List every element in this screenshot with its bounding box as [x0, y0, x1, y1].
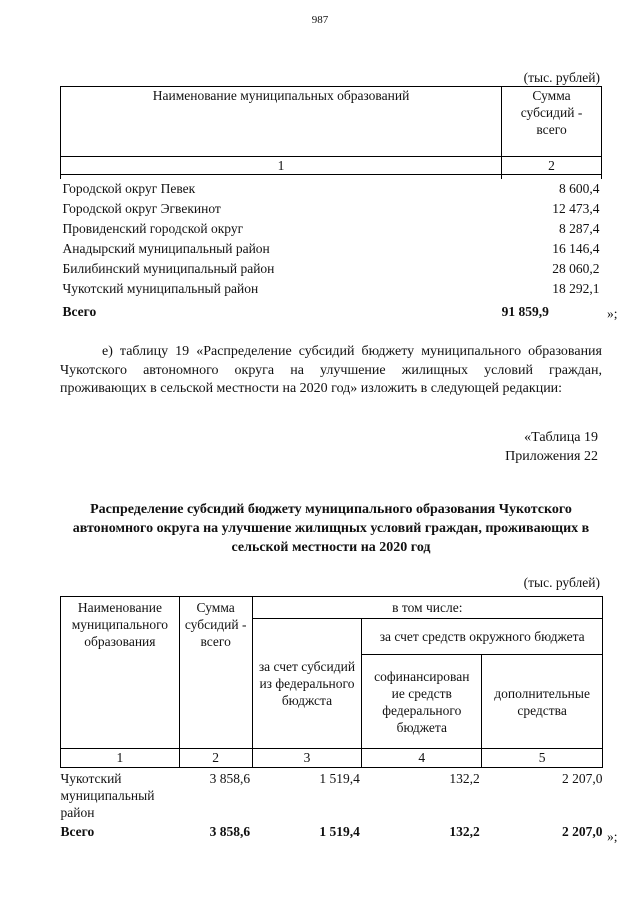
row-name: Городской округ Певек — [62, 181, 196, 196]
table-row — [61, 239, 602, 259]
table-total-row — [61, 821, 603, 843]
row-name: Провиденский городской округ — [62, 221, 244, 236]
table19-header-okr: за счет средств окружного бюджета — [362, 619, 603, 655]
table19-header-cofin: софинансирован ие средств федерального бюджета — [362, 655, 482, 749]
row-extra: 2 207,0 — [562, 771, 603, 786]
table19-colnum: 1 — [61, 749, 180, 768]
table19-colnum: 4 — [362, 749, 482, 768]
total-label: Всего — [60, 824, 95, 839]
table18-end-mark: »; — [607, 306, 618, 321]
table18 — [60, 86, 602, 325]
table19-reference — [505, 428, 598, 466]
page-number: 987 — [311, 14, 329, 26]
table-row — [61, 259, 602, 279]
total-cofin: 132,2 — [449, 824, 480, 839]
table19-header-fed: за счет субсидий из федерального бюджста — [252, 619, 362, 749]
table19-title: Распределение субсидий бюджету муниципального образования Чукотского автономного округа на улучшение жилищных условий граждан, проживающих в сельской местности на 2020 год — [72, 502, 590, 555]
table18-colnum: 2 — [502, 157, 602, 175]
table19-header-name: Наименование муниципального образования — [61, 597, 180, 749]
row-value: 28 060,2 — [552, 261, 600, 276]
row-name: Городской округ Эгвекинот — [62, 201, 221, 216]
row-name: Чукотский муниципальный район — [60, 771, 155, 820]
table18-unit: (тыс. рублей) — [523, 70, 600, 85]
table-row — [61, 768, 603, 822]
row-sum: 3 858,6 — [209, 771, 251, 786]
table18-header-sum: Сумма субсидий - всего — [502, 87, 602, 157]
total-fed: 1 519,4 — [319, 824, 360, 839]
table19-colnum: 3 — [252, 749, 362, 768]
table18-header-name: Наименование муниципальных образований — [61, 87, 502, 157]
total-extra: 2 207,0 — [562, 824, 603, 839]
row-value: 8 600,4 — [559, 181, 600, 196]
total-value: 91 859,9 — [501, 304, 549, 319]
table19-header-extra: дополнительные средства — [482, 655, 603, 749]
row-name: Билибинский муниципальный район — [62, 261, 275, 276]
total-label: Всего — [62, 304, 97, 319]
table-row — [61, 219, 602, 239]
table-row — [61, 279, 602, 299]
table19-ref-line2: Приложения 22 — [505, 449, 598, 464]
row-value: 18 292,1 — [552, 281, 600, 296]
row-name: Чукотский муниципальный район — [62, 281, 259, 296]
table19-colnum: 5 — [482, 749, 603, 768]
table-row — [61, 199, 602, 219]
row-value: 8 287,4 — [559, 221, 600, 236]
row-fed: 1 519,4 — [319, 771, 360, 786]
total-sum: 3 858,6 — [209, 824, 251, 839]
table19-header-sum: Сумма субсидий - всего — [179, 597, 252, 749]
row-value: 16 146,4 — [552, 241, 600, 256]
amendment-paragraph: е) таблицу 19 «Распределение субсидий бюджету муниципального образования Чукотского автономного округа на улучшение жилищных условий граждан, проживающих в сельской местности на 2020 год» изложить в следующей редакции: — [60, 344, 602, 396]
table-total-row — [61, 299, 602, 325]
table19 — [60, 596, 603, 843]
table19-unit: (тыс. рублей) — [523, 575, 600, 590]
table19-colnum: 2 — [179, 749, 252, 768]
table19-end-mark: »; — [607, 829, 618, 844]
table-row — [61, 179, 602, 199]
row-name: Анадырский муниципальный район — [62, 241, 270, 256]
row-value: 12 473,4 — [552, 201, 600, 216]
table19-ref-line1: «Таблица 19 — [524, 430, 598, 445]
table19-header-incl: в том числе: — [252, 597, 602, 619]
row-cofin: 132,2 — [449, 771, 480, 786]
table18-colnum: 1 — [61, 157, 502, 175]
